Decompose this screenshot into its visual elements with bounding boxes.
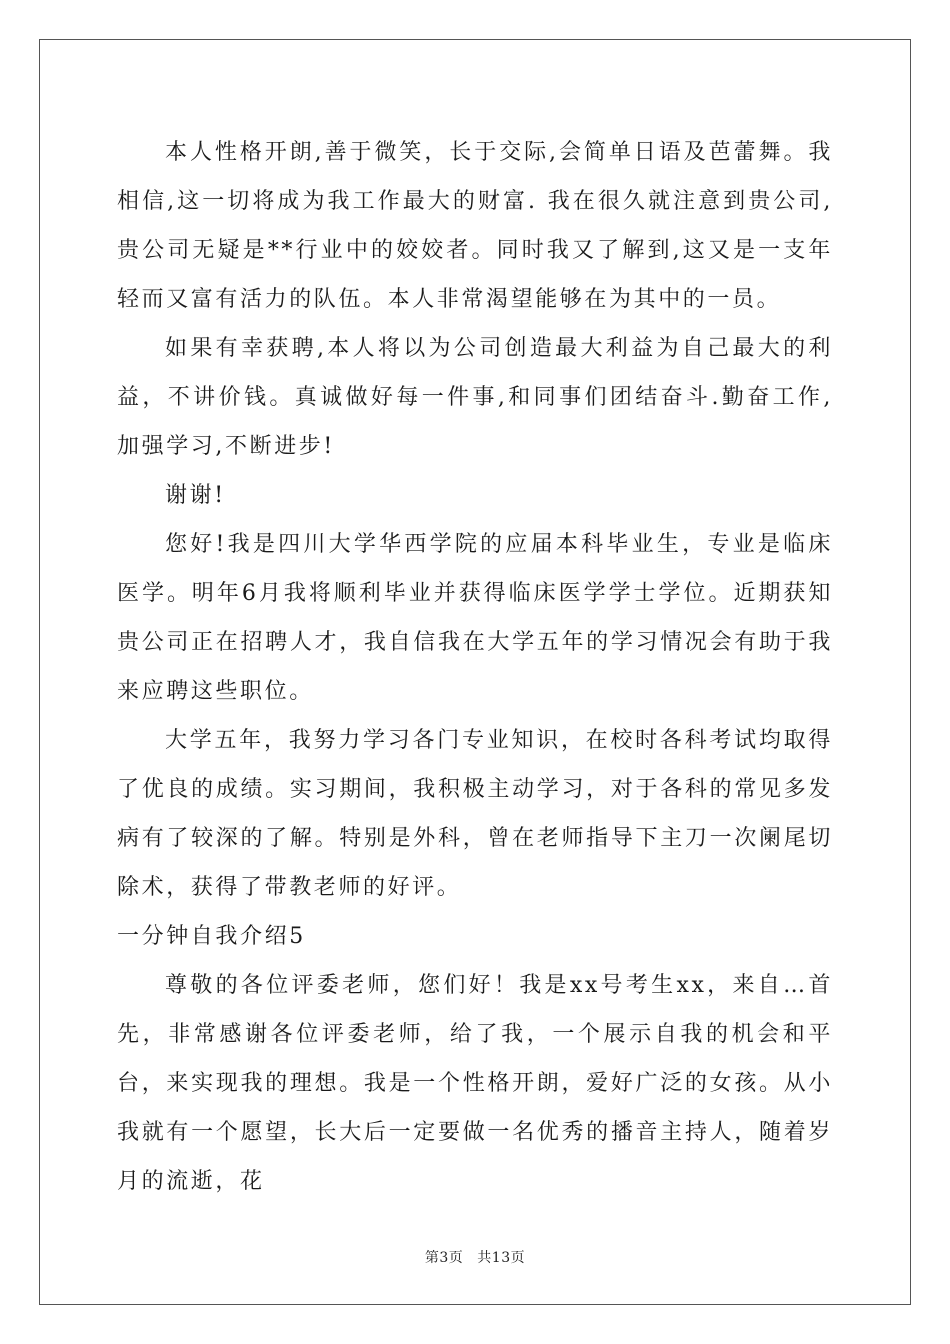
document-body: [117, 128, 833, 1206]
paragraph-thanks: 谢谢!: [165, 483, 226, 508]
paragraph-greeting: 您好!我是四川大学华西学院的应届本科毕业生，专业是临床医学。明年6月我将顺利毕业并获得临床医学学士学位。近期获知贵公司正在招聘人才，我自信我在大学五年的学习情况会有助于我来应聘这些职位。: [117, 532, 833, 704]
page-number: 第3页: [424, 1250, 464, 1266]
paragraph-university: 大学五年，我努力学习各门专业知识，在校时各科考试均取得了优良的成绩。实习期间，我积极主动学习，对于各科的常见多发病有了较深的了解。特别是外科，曾在老师指导下主刀一次阑尾切除术，获得了带教老师的好评。: [117, 728, 833, 900]
paragraph-hire-commitment: 如果有幸获聘,本人将以为公司创造最大利益为自己最大的利益，不讲价钱。真诚做好每一件事,和同事们团结奋斗.勤奋工作,加强学习,不断进步!: [117, 336, 833, 459]
page-footer: [0, 1247, 950, 1267]
paragraph-personality: 本人性格开朗,善于微笑，长于交际,会简单日语及芭蕾舞。我相信,这一切将成为我工作最大的财富. 我在很久就注意到贵公司,贵公司无疑是**行业中的姣姣者。同时我又了解到,这又是一支年轻而又富有活力的队伍。本人非常渴望能够在为其中的一员。: [117, 140, 833, 312]
paragraph-self-intro: 尊敬的各位评委老师，您们好！我是xx号考生xx，来自…首先，非常感谢各位评委老师，给了我，一个展示自我的机会和平台，来实现我的理想。我是一个性格开朗，爱好广泛的女孩。从小我就有一个愿望，长大后一定要做一名优秀的播音主持人，随着岁月的流逝，花: [117, 973, 833, 1194]
page-total: 共13页: [477, 1250, 526, 1266]
section-heading: 一分钟自我介绍5: [117, 924, 306, 949]
